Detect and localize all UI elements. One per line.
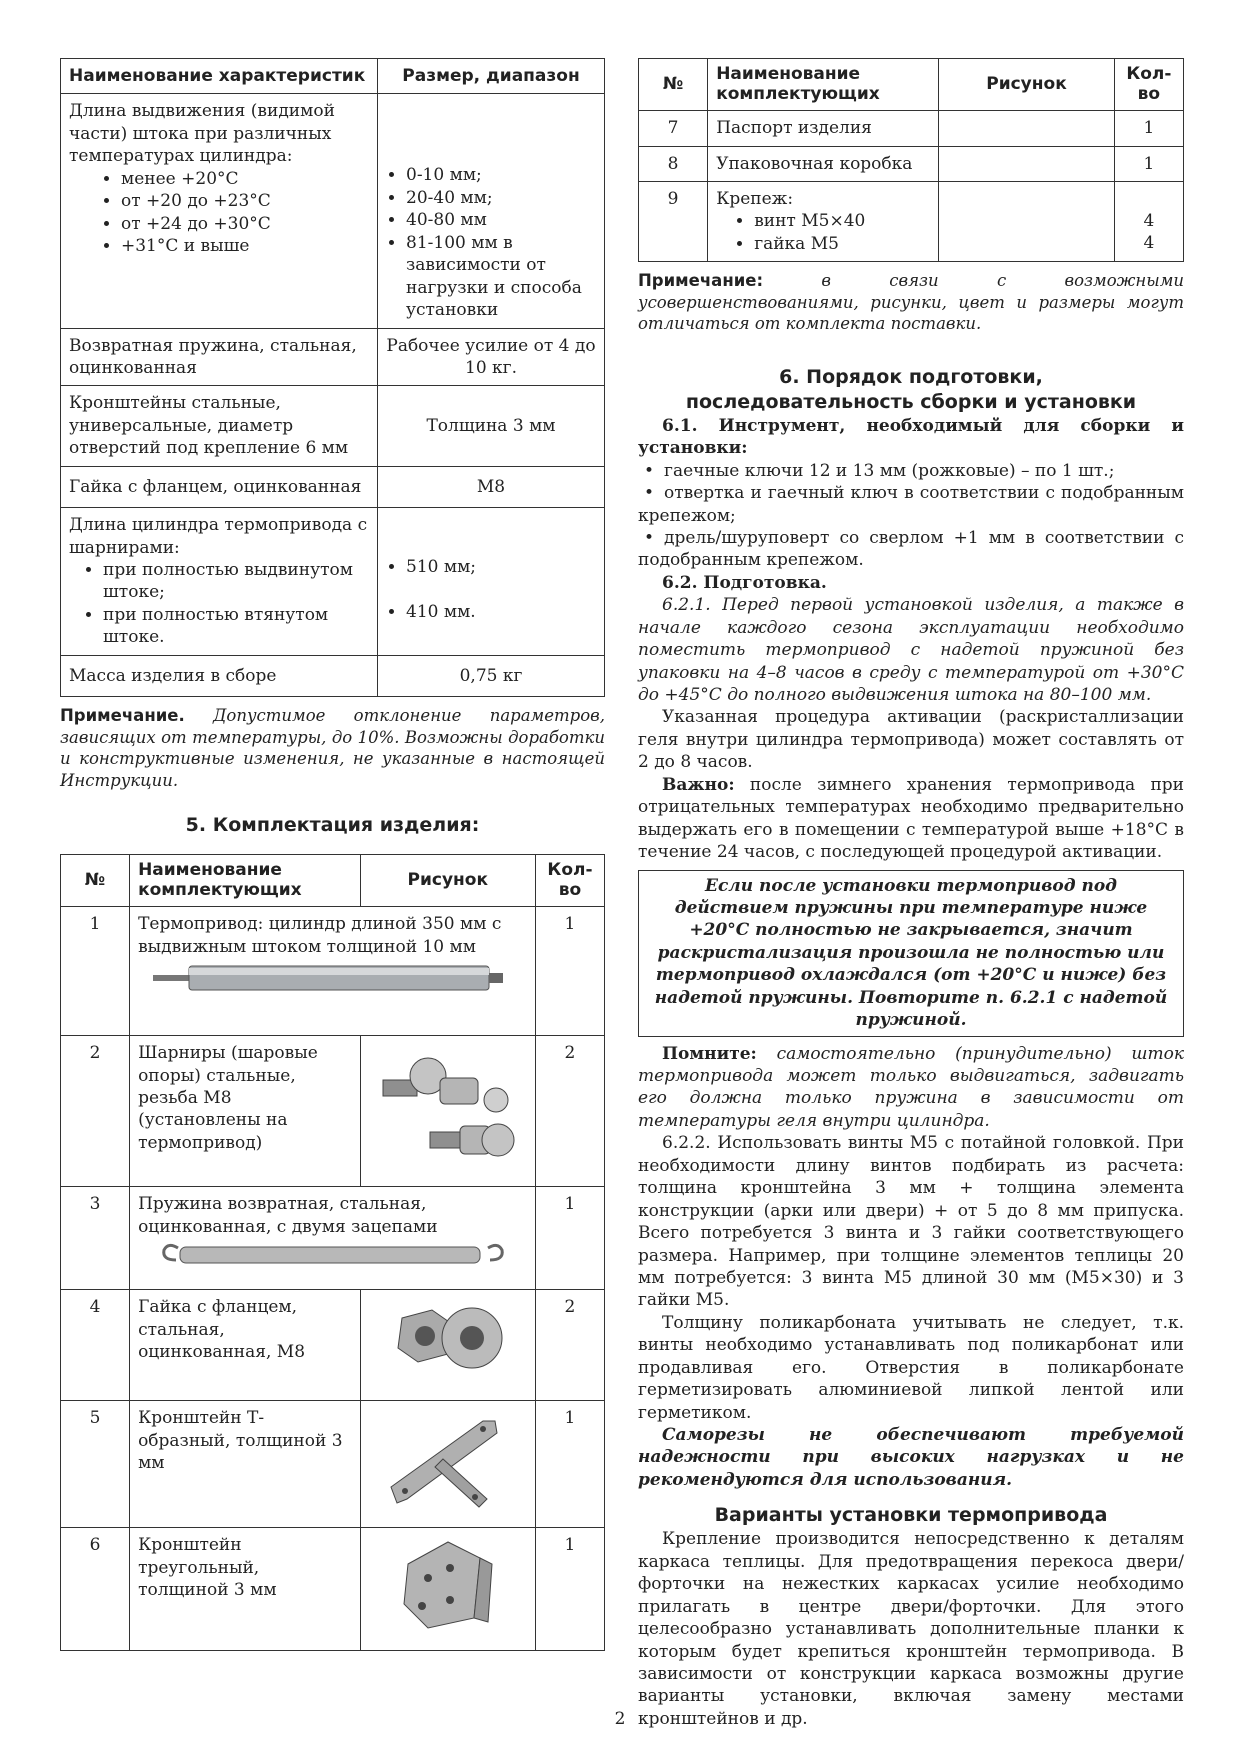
spec-item: • менее +20°C: [121, 168, 369, 190]
spec-value: 0,75 кг: [378, 655, 605, 696]
spec-table: [60, 58, 605, 697]
kit-name: Шарниры (шаровые опоры) стальные, резьба М8 (установлены на термопривод): [130, 1036, 361, 1187]
kit-name: Термопривод: цилиндр длиной 350 мм с выдвижным штоком толщиной 10 мм: [138, 914, 502, 957]
kit-row: [639, 111, 1184, 146]
kit-header-num: №: [61, 855, 130, 907]
spec-item: • при полностью втянутом штоке.: [103, 604, 369, 649]
kit-qty: 2: [535, 1290, 604, 1401]
kit-num: 9: [639, 181, 708, 261]
spec-value: • 20-40 мм;: [406, 187, 596, 209]
spec-value: Рабочее усилие от 4 до 10 кг.: [378, 328, 605, 386]
kit-row: [61, 907, 605, 1036]
important-text: после зимнего хранения термопривода при отрицательных температурах необходимо предварительно выдержать его в помещении с температурой выше +18°C в течение 24 часов, с последующей процедурой активации.: [638, 774, 1184, 863]
spec-value: • 510 мм;: [406, 556, 596, 578]
triangle-bracket-image: [388, 1534, 508, 1634]
kit-qty: 2: [535, 1036, 604, 1187]
tool-item: • отвертка и гаечный ключ в соответствии с подобранным крепежом;: [638, 482, 1184, 527]
spec-item: • при полностью выдвинутом штоке;: [103, 559, 369, 604]
tool-item: • дрель/шуруповерт со сверлом +1 мм в соответствии с подобранным крепежом.: [638, 527, 1184, 572]
kit-table-continued: [638, 58, 1184, 262]
section6-title-line1: 6. Порядок подготовки,: [779, 365, 1043, 388]
kit-row: [639, 181, 1184, 261]
right-column: [638, 58, 1184, 1730]
kit-name: Крепеж:: [716, 188, 794, 209]
note-text: Допустимое отклонение параметров, зависящих от температуры, до 10%. Возможны доработки и конструктивные изменения, не указанные в настоящей Инструкции.: [60, 706, 605, 790]
note-text: в связи с возможными усовершенствованиями, рисунки, цвет и размеры могут отличаться от комплекта поставки.: [638, 271, 1184, 334]
kit-header-num: №: [639, 59, 708, 111]
kit-qty: 4: [1143, 233, 1155, 254]
kit-num: 8: [639, 146, 708, 181]
kit-name: Кронштейн треугольный, толщиной 3 мм: [130, 1528, 361, 1651]
kit-header-name: Наименование комплектующих: [130, 855, 361, 907]
variants-text: Крепление производится непосредственно к деталям каркаса теплицы. Для предотвращения перекоса двери/форточки на нежестких каркасах усилие необходимо прилагать в центре двери/форточки. Для этого целесообразно устанавливать дополнительные планки к которым будет крепиться кронштейн термопривода. В зависимости от конструкции каркаса возможны другие варианты установки, включая замену местами кронштейнов и др.: [638, 1529, 1184, 1729]
spec-value: • 410 мм.: [406, 601, 596, 623]
spec-value: • 81-100 мм в зависимости от нагрузки и способа установки: [406, 232, 596, 322]
spec-row: [61, 655, 605, 696]
thermo-actuator-image: [153, 958, 513, 998]
left-column: [60, 58, 605, 1651]
spec-header-name: Наименование характеристик: [61, 59, 378, 94]
kit-table: [60, 854, 605, 1651]
kit-note: [638, 270, 1184, 334]
tool-item: • гаечные ключи 12 и 13 мм (рожковые) – по 1 шт.;: [638, 460, 1184, 482]
kit-row: [61, 1187, 605, 1290]
spec-row: [61, 508, 605, 656]
ball-joints-image: [378, 1042, 518, 1167]
section5-title: 5. Комплектация изделия:: [185, 813, 480, 836]
spec-value: М8: [378, 466, 605, 507]
paragraph-activation: Указанная процедура активации (раскристаллизации геля внутри цилиндра термопривода) может составлять от 2 до 8 часов.: [638, 707, 1184, 773]
kit-name: Кронштейн Т-образный, толщиной 3 мм: [130, 1401, 361, 1528]
kit-qty: 1: [1114, 111, 1183, 146]
kit-name: Гайка с фланцем, стальная, оцинкованная, М8: [130, 1290, 361, 1401]
kit-qty: 1: [535, 1187, 604, 1290]
note-label: Примечание.: [60, 706, 185, 726]
kit-row: [61, 1036, 605, 1187]
kit-header-picture: Рисунок: [360, 855, 535, 907]
spec-row: [61, 386, 605, 466]
subsection-6-2: 6.2. Подготовка.: [662, 572, 827, 593]
kit-header-qty: Кол-во: [535, 855, 604, 907]
spec-item: • от +20 до +23°C: [121, 190, 369, 212]
section6-title-line2: последовательность сборки и установки: [685, 390, 1137, 413]
kit-num: 7: [639, 111, 708, 146]
spec-row-name: Длина цилиндра термопривода с шарнирами:: [69, 515, 368, 558]
warning-box: Если после установки термопривод под действием пружины при температуре ниже +20°C полностью не закрывается, значит раскристализация произошла не полностью или термопривод охлаждался (от +20°C и ниже) без надетой пружины. Повторите п. 6.2.1 с надетой пружиной.: [638, 870, 1184, 1037]
important-label: Важно:: [662, 774, 735, 795]
kit-num: 3: [61, 1187, 130, 1290]
subsection-6-1: 6.1. Инструмент, необходимый для сборки и установки:: [638, 415, 1184, 459]
variants-title: Варианты установки термопривода: [714, 1504, 1108, 1527]
kit-row: [61, 1528, 605, 1651]
kit-header-qty: Кол-во: [1114, 59, 1183, 111]
kit-qty: 1: [535, 907, 604, 1036]
kit-num: 6: [61, 1528, 130, 1651]
kit-num: 4: [61, 1290, 130, 1401]
paragraph-6-2-2: 6.2.2. Использовать винты М5 с потайной головкой. При необходимости длину винтов подбирать из расчета: толщина кронштейна 3 мм + толщина элемента конструкции (арки или двери) + от 5 до 8 мм припуска. Всего потребуется 3 винта и 3 гайки соответствующего размера. Например, при толщине элементов теплицы 20 мм потребуется: 3 винта М5 длиной 30 мм (М5×30) и 3 гайки М5.: [638, 1133, 1184, 1311]
kit-num: 5: [61, 1401, 130, 1528]
kit-name: Паспорт изделия: [708, 111, 939, 146]
return-spring-image: [158, 1238, 508, 1272]
paragraph-polycarbonate: Толщину поликарбоната учитывать не следует, т.к. винты необходимо устанавливать под поликарбонат или продавливая его. Отверстия в поликарбонате герметизировать алюминиевой липкой лентой или герметиком.: [638, 1312, 1184, 1423]
kit-name: Упаковочная коробка: [708, 146, 939, 181]
kit-name: Пружина возвратная, стальная, оцинкованная, с двумя зацепами: [138, 1194, 438, 1237]
kit-qty: 1: [1114, 146, 1183, 181]
kit-row: [639, 146, 1184, 181]
kit-row: [61, 1401, 605, 1528]
kit-qty: 1: [535, 1528, 604, 1651]
spec-row: [61, 328, 605, 386]
note-label: Примечание:: [638, 271, 764, 291]
paragraph-remember: [638, 1043, 1184, 1133]
kit-num: 2: [61, 1036, 130, 1187]
spec-row: [61, 94, 605, 328]
flange-nuts-image: [388, 1296, 508, 1376]
spec-row-name: Возвратная пружина, стальная, оцинкованная: [61, 328, 378, 386]
spec-value: • 0-10 мм;: [406, 164, 596, 186]
t-bracket-image: [383, 1407, 513, 1517]
remember-text: самостоятельно (принудительно) шток термопривода может только выдвигаться, задвигать его должна только пружина в зависимости от температуры геля внутри цилиндра.: [638, 1043, 1185, 1131]
kit-qty: 4: [1143, 210, 1155, 231]
kit-qty: 1: [535, 1401, 604, 1528]
paragraph-important: [638, 774, 1184, 864]
paragraph-6-2-1: 6.2.1. Перед первой установкой изделия, а также в начале каждого сезона эксплуатации необходимо поместить термопривод с надетой пружиной без упаковки на 4–8 часов в среду с температурой от +30°C до +45°C до полного выдвижения штока на 80–100 мм.: [638, 595, 1184, 705]
spec-row-name: Масса изделия в сборе: [61, 655, 378, 696]
kit-item: • винт М5×40: [754, 210, 930, 232]
kit-header-name: Наименование комплектующих: [708, 59, 939, 111]
spec-item: • от +24 до +30°C: [121, 213, 369, 235]
spec-value: Толщина 3 мм: [378, 386, 605, 466]
spec-row-name: Кронштейны стальные, универсальные, диаметр отверстий под крепление 6 мм: [61, 386, 378, 466]
remember-label: Помните:: [662, 1043, 757, 1064]
spec-item: • +31°C и выше: [121, 235, 369, 257]
spec-note: [60, 705, 605, 791]
spec-value: • 40-80 мм: [406, 209, 596, 231]
spec-row: [61, 466, 605, 507]
spec-row-name: Длина выдвижения (видимой части) штока при различных температурах цилиндра:: [69, 101, 335, 167]
tools-list: [638, 460, 1184, 572]
spec-row-name: Гайка с фланцем, оцинкованная: [61, 466, 378, 507]
page-number: 2: [614, 1709, 626, 1729]
kit-row: [61, 1290, 605, 1401]
spec-header-value: Размер, диапазон: [378, 59, 605, 94]
paragraph-screws-warning: Саморезы не обеспечивают требуемой надежности при высоких нагрузках и не рекомендуются для использования.: [638, 1425, 1184, 1490]
kit-header-picture: Рисунок: [939, 59, 1115, 111]
kit-num: 1: [61, 907, 130, 1036]
kit-item: • гайка М5: [754, 233, 930, 255]
